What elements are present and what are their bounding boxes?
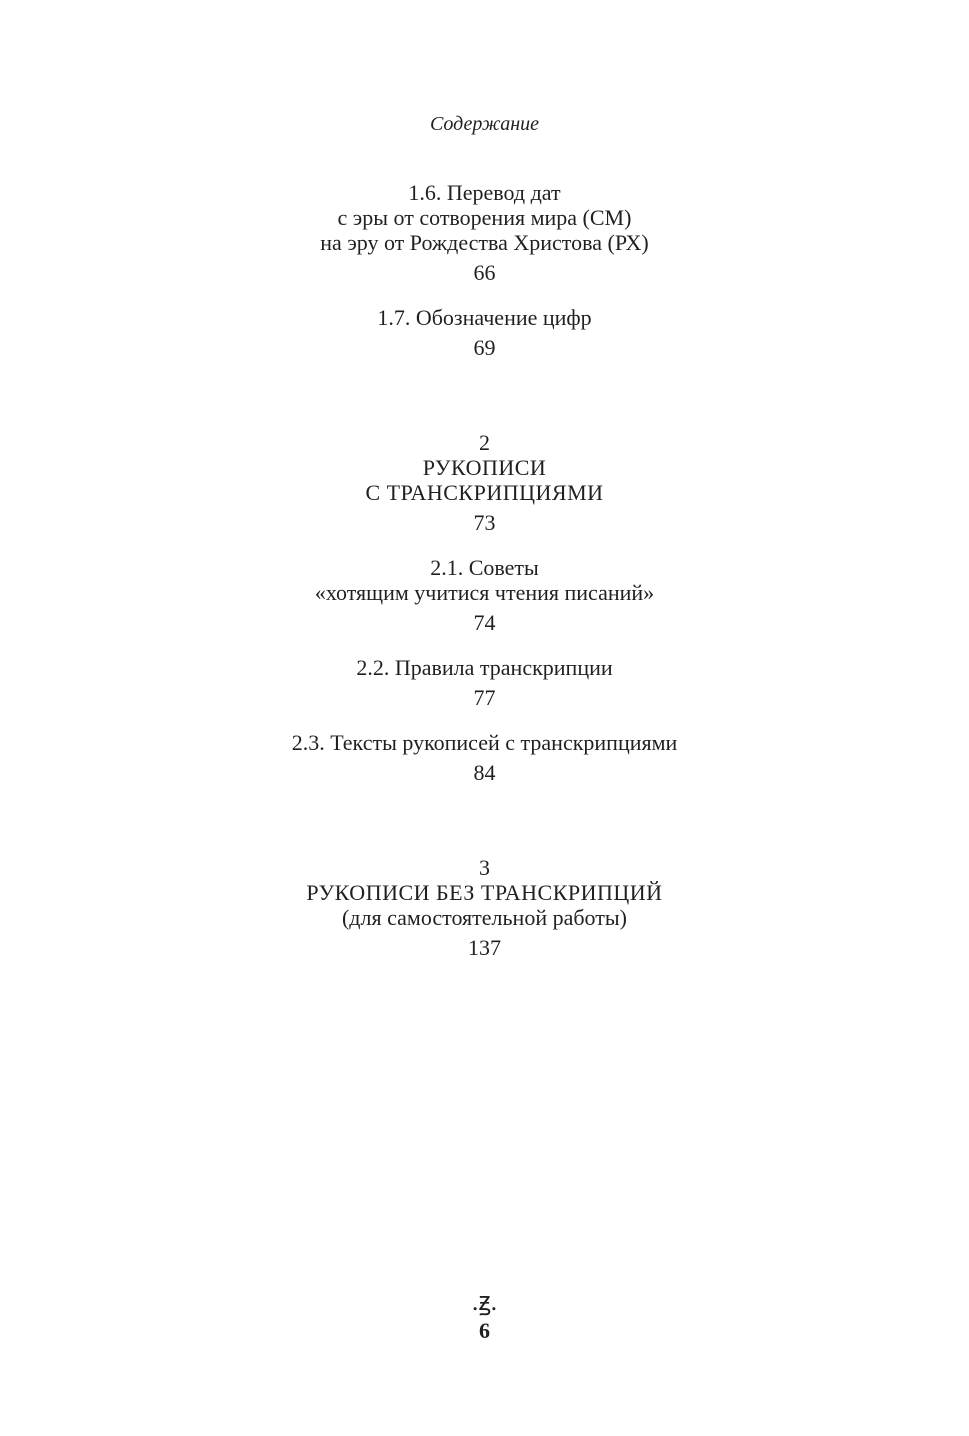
- toc-page-number: 73: [473, 510, 496, 535]
- toc-page-number: 137: [468, 935, 501, 960]
- chapter-title: РУКОПИСИ БЕЗ ТРАНСКРИПЦИЙ: [306, 880, 663, 905]
- toc-entry-2-2: [0, 655, 969, 710]
- toc-page-number: 74: [473, 610, 496, 635]
- chapter-title: РУКОПИСИ: [422, 455, 547, 480]
- toc-entry-title: 2.2. Правила транскрипции: [356, 655, 613, 680]
- toc-page-number: 69: [473, 335, 496, 360]
- toc-entry-title: с эры от сотворения мира (СМ): [337, 205, 632, 230]
- toc-entry-title: 1.6. Перевод дат: [408, 180, 561, 205]
- toc-entry-2-1: [0, 555, 969, 635]
- toc-entry-title: 1.7. Обозначение цифр: [377, 305, 592, 330]
- toc-chapter-3: [0, 855, 969, 960]
- toc-page-number: 77: [473, 685, 496, 710]
- chapter-number: 2: [479, 430, 490, 455]
- running-head: Содержание: [429, 113, 540, 135]
- toc-entry-title: на эру от Рождества Христова (РХ): [320, 230, 649, 255]
- chapter-subtitle: (для самостоятельной работы): [341, 905, 627, 930]
- toc-entry-2-3: [0, 730, 969, 785]
- toc-page-number: 84: [473, 760, 496, 785]
- toc-entry-1-6: [0, 180, 969, 285]
- toc-entry-title: 2.1. Советы: [430, 555, 539, 580]
- page-folio-number: 6: [479, 1318, 490, 1343]
- toc-entry-title: 2.3. Тексты рукописей с транскрипциями: [291, 730, 678, 755]
- folio-ornament: .ꙃ.: [471, 1287, 498, 1316]
- toc-page-number: 66: [473, 260, 496, 285]
- chapter-number: 3: [479, 855, 490, 880]
- toc-chapter-2: [0, 430, 969, 535]
- chapter-title: С ТРАНСКРИПЦИЯМИ: [365, 480, 604, 505]
- toc-entry-1-7: [0, 305, 969, 360]
- toc-entry-title: «хотящим учитися чтения писаний»: [314, 580, 655, 605]
